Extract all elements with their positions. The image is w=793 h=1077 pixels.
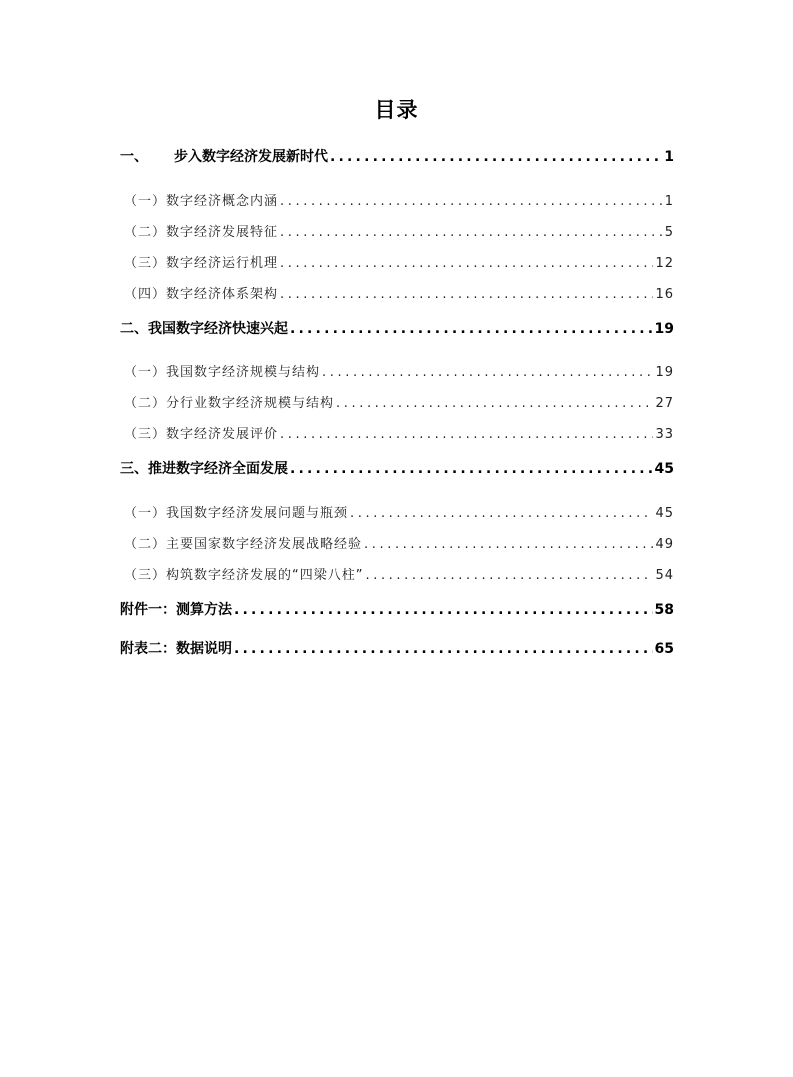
- toc-entry-page: 65: [654, 641, 674, 657]
- toc-entry-page: 45: [655, 506, 674, 521]
- toc-entry-section-1-1[interactable]: [124, 192, 674, 212]
- toc-entry-text: （三）数字经济发展评价: [124, 427, 279, 442]
- toc-dot-leader: [336, 394, 653, 414]
- toc-entry-section-2-2[interactable]: [124, 394, 674, 414]
- toc-entry-text: （三）构筑数字经济发展的“四梁八柱”: [124, 568, 364, 583]
- toc-dot-leader: [280, 285, 653, 305]
- toc-entry-section-3-2[interactable]: [124, 535, 674, 555]
- toc-entry-text: （四）数字经济体系架构: [124, 287, 279, 302]
- toc-entry-page: 16: [655, 287, 674, 302]
- toc-dot-leader: [290, 318, 653, 340]
- toc-entry-text: 三、推进数字经济全面发展: [120, 461, 288, 477]
- toc-entry-page: 19: [655, 365, 674, 380]
- toc-entry-text: 步入数字经济发展新时代: [174, 149, 328, 165]
- toc-entry-page: 1: [664, 194, 674, 209]
- toc-entry-section-1-2[interactable]: [124, 223, 674, 243]
- toc-entry-page: 45: [654, 461, 674, 477]
- toc-entry-text: 附件一：测算方法: [120, 602, 232, 618]
- toc-dot-leader: [280, 425, 653, 445]
- toc-entry-appendix-1[interactable]: [120, 599, 674, 621]
- toc-entry-page: 58: [654, 602, 674, 618]
- toc-entry-page: 54: [655, 568, 674, 583]
- toc-dot-leader: [322, 363, 653, 383]
- toc-entry-text: 附表二：数据说明: [120, 641, 232, 657]
- toc-entry-text: 二、我国数字经济快速兴起: [120, 321, 288, 337]
- toc-entry-text: （二）分行业数字经济规模与结构: [124, 396, 335, 411]
- toc-dot-leader: [290, 458, 653, 480]
- toc-entry-page: 1: [664, 149, 674, 165]
- toc-entry-section-3-1[interactable]: [124, 504, 674, 524]
- toc-dot-leader: [364, 535, 653, 555]
- toc-entry-text: （三）数字经济运行机理: [124, 256, 279, 271]
- toc-title: 目录: [374, 98, 419, 122]
- toc-entry-section-3-3[interactable]: [124, 566, 674, 586]
- toc-entry-text: （一）我国数字经济发展问题与瓶颈: [124, 506, 349, 521]
- toc-dot-leader: [280, 254, 653, 274]
- toc-dot-leader: [280, 223, 663, 243]
- toc-dot-leader: [234, 599, 653, 621]
- toc-entry-section-1-4[interactable]: [124, 285, 674, 305]
- toc-entry-text: （二）主要国家数字经济发展战略经验: [124, 537, 363, 552]
- toc-entry-chapter-3[interactable]: [120, 458, 674, 480]
- toc-entry-text: （一）我国数字经济规模与结构: [124, 365, 321, 380]
- toc-entry-page: 27: [655, 396, 674, 411]
- toc-entry-section-1-3[interactable]: [124, 254, 674, 274]
- toc-entry-chapter-1[interactable]: [120, 146, 674, 168]
- toc-entry-page: 12: [655, 256, 674, 271]
- toc-entry-section-2-3[interactable]: [124, 425, 674, 445]
- toc-entry-text: （一）数字经济概念内涵: [124, 194, 279, 209]
- toc-entry-chapter-2[interactable]: [120, 318, 674, 340]
- toc-entry-page: 33: [655, 427, 674, 442]
- toc-dot-leader: [234, 638, 653, 660]
- toc-entry-number: 一、: [120, 149, 148, 165]
- toc-entry-text: （二）数字经济发展特征: [124, 225, 279, 240]
- toc-entry-section-2-1[interactable]: [124, 363, 674, 383]
- toc-entry-page: 5: [664, 225, 674, 240]
- toc-dot-leader: [365, 566, 653, 586]
- toc-dot-leader: [350, 504, 653, 524]
- toc-dot-leader: [280, 192, 663, 212]
- toc-entry-appendix-2[interactable]: [120, 638, 674, 660]
- toc-entry-page: 19: [654, 321, 674, 337]
- toc-entry-page: 49: [655, 537, 674, 552]
- toc-dot-leader: [330, 146, 662, 168]
